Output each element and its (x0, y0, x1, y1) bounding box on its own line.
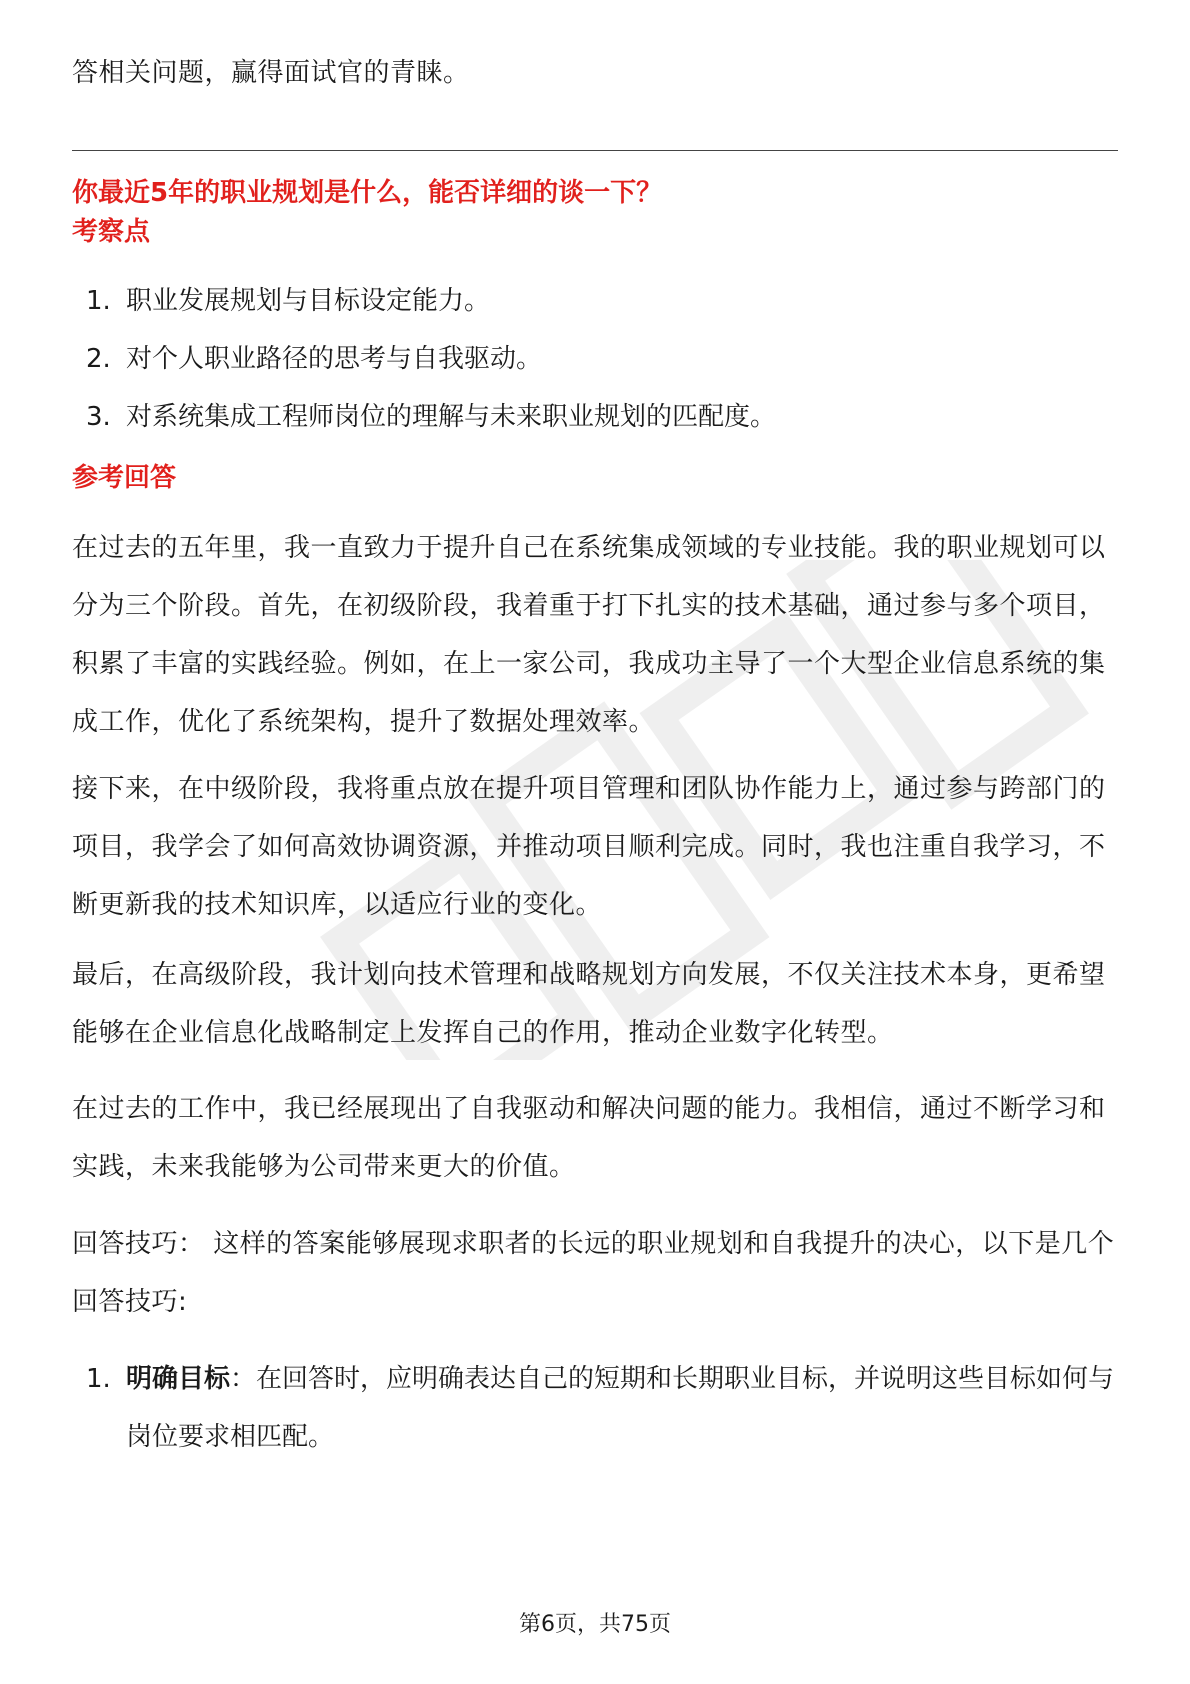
list-item-number: 2. (86, 344, 111, 374)
answer-paragraph (72, 760, 1118, 934)
page-footer: 第6页，共75页 (519, 1612, 671, 1637)
list-item (72, 1350, 1118, 1466)
answer-paragraph-text: 最后，在高级阶段，我计划向技术管理和战略规划方向发展，不仅关注技术本身，更希望能够在企业信息化战略制定上发挥自己的作用，推动企业数字化转型。 (72, 960, 1106, 1048)
tip-text: ：在回答时，应明确表达自己的短期和长期职业目标，并说明这些目标如何与岗位要求相匹配。 (126, 1364, 1115, 1452)
tip-title: 明确目标 (126, 1364, 231, 1394)
question-title: 你最近5年的职业规划是什么，能否详细的谈一下？ (72, 178, 663, 208)
list-item-text: 职业发展规划与目标设定能力。 (126, 286, 491, 316)
answer-tips-intro (72, 1215, 1118, 1331)
list-item-text: 对个人职业路径的思考与自我驱动。 (126, 344, 543, 374)
answer-paragraph-text: 接下来，在中级阶段，我将重点放在提升项目管理和团队协作能力上，通过参与跨部门的项目，我学会了如何高效协调资源，并推动项目顺利完成。同时，我也注重自我学习，不断更新我的技术知识库，以适应行业的变化。 (72, 774, 1106, 920)
exam-points-heading: 考察点 (72, 217, 151, 247)
list-item-number: 1. (86, 286, 111, 316)
answer-paragraph-text: 在过去的工作中，我已经展现出了自我驱动和解决问题的能力。我相信，通过不断学习和实践，未来我能够为公司带来更大的价值。 (72, 1094, 1106, 1182)
exam-points-list (72, 272, 776, 446)
section-divider (72, 150, 1118, 151)
list-item-text: 对系统集成工程师岗位的理解与未来职业规划的匹配度。 (126, 402, 777, 432)
reference-answer-heading: 参考回答 (72, 463, 177, 493)
answer-paragraph-text: 在过去的五年里，我一直致力于提升自己在系统集成领域的专业技能。我的职业规划可以分为三个阶段。首先，在初级阶段，我着重于打下扎实的技术基础，通过参与多个项目，积累了丰富的实践经验。例如，在上一家公司，我成功主导了一个大型企业信息系统的集成工作，优化了系统架构，提升了数据处理效率。 (72, 533, 1106, 737)
answer-paragraph (72, 519, 1118, 751)
list-item (72, 330, 776, 388)
tips-list (72, 1350, 1118, 1466)
list-item-number: 1. (86, 1364, 111, 1394)
list-item-number: 3. (86, 402, 111, 432)
list-item (72, 388, 776, 446)
list-item (72, 272, 776, 330)
answer-paragraph (72, 1080, 1118, 1196)
answer-paragraph (72, 946, 1118, 1062)
answer-paragraph-text: 回答技巧： 这样的答案能够展现求职者的长远的职业规划和自我提升的决心，以下是几个回答技巧: (72, 1229, 1115, 1317)
intro-text: 答相关问题，赢得面试官的青睐。 (72, 58, 470, 88)
